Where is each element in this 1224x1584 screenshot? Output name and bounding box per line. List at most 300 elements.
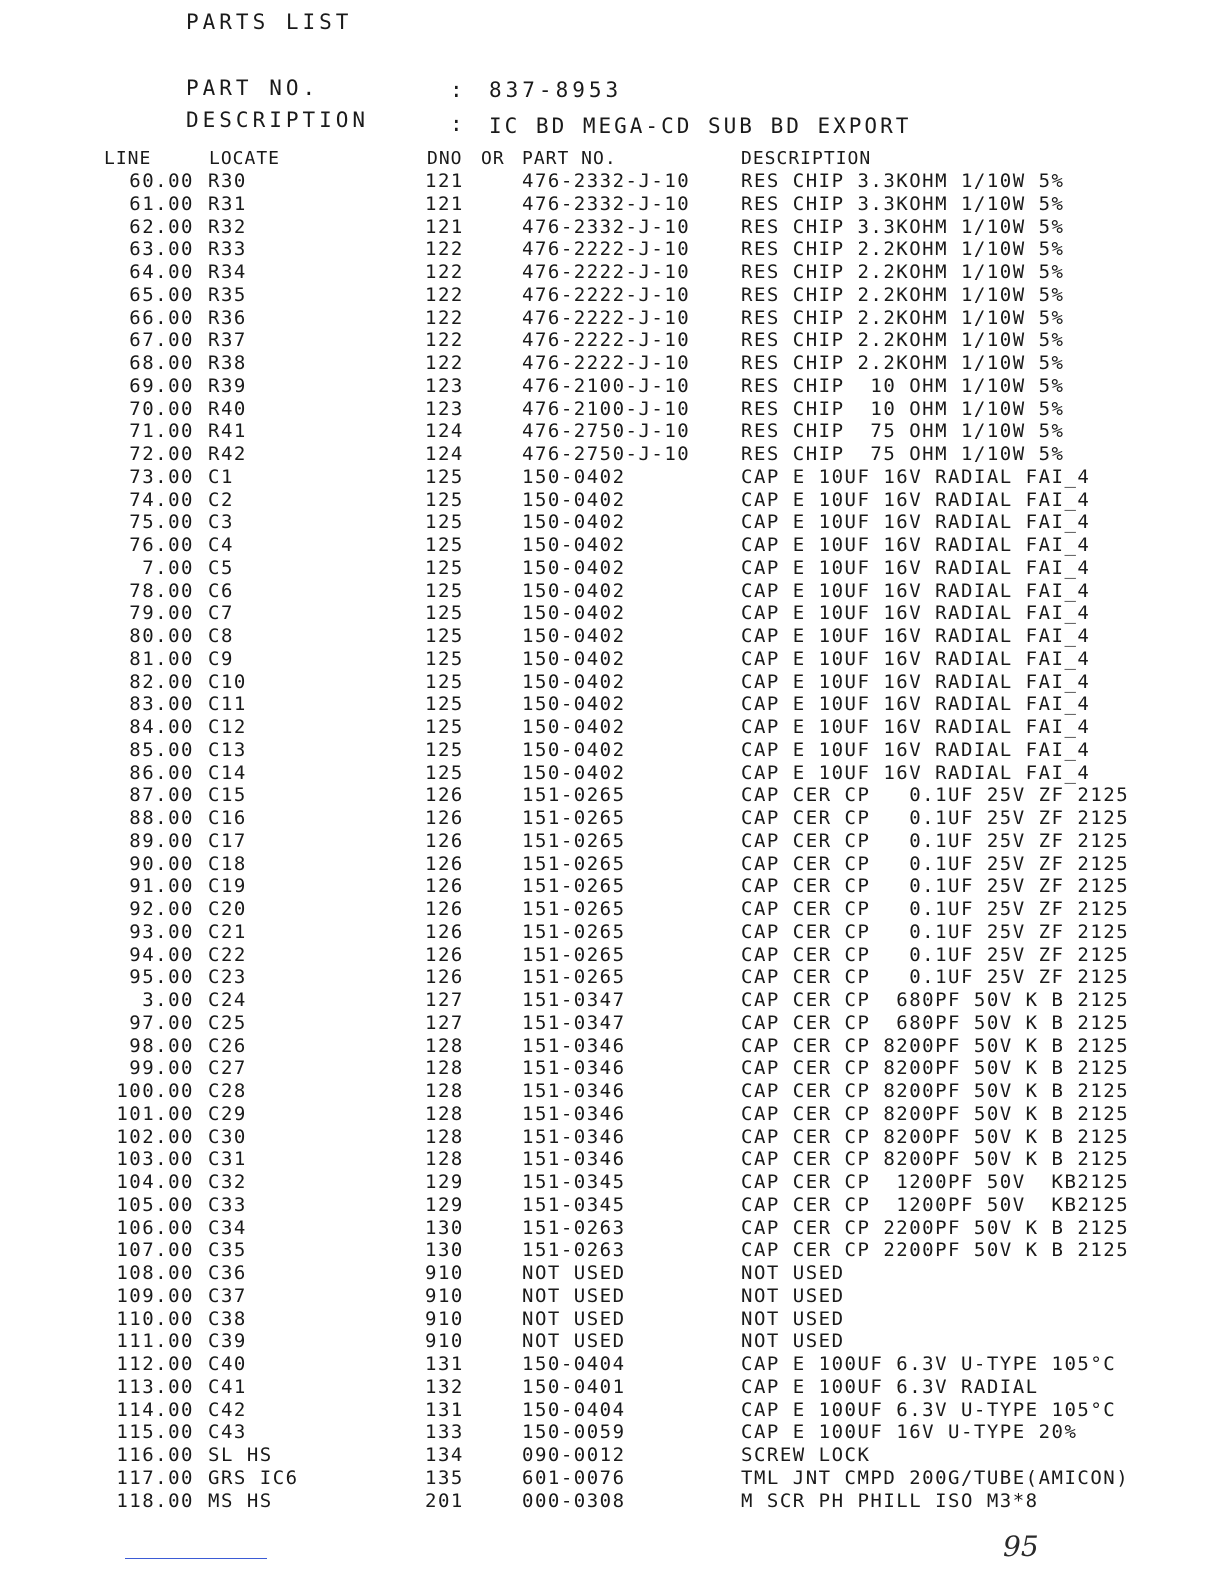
column-header-line: LINE <box>104 148 152 169</box>
table-row <box>0 307 1224 330</box>
cell-line: 70.00 <box>129 397 194 420</box>
cell-line: 7.00 <box>142 556 194 579</box>
cell-loc: C35 <box>208 1239 247 1262</box>
cell-line: 67.00 <box>129 329 194 352</box>
column-header-description: DESCRIPTION <box>741 148 872 169</box>
cell-line: 86.00 <box>129 761 194 784</box>
cell-part: 151-0346 <box>522 1080 626 1102</box>
table-row <box>0 580 1224 603</box>
cell-desc: CAP CER CP 680PF 50V K B 2125 <box>741 989 1130 1011</box>
cell-part: NOT USED <box>522 1307 626 1330</box>
cell-dno: 126 <box>425 807 464 829</box>
cell-loc: R33 <box>208 238 247 261</box>
cell-dno: 125 <box>425 488 464 511</box>
table-row <box>0 375 1224 398</box>
cell-desc: CAP E 100UF 6.3V U-TYPE 105°C <box>741 1353 1117 1375</box>
cell-line: 99.00 <box>129 1057 194 1080</box>
cell-line: 118.00 <box>116 1489 194 1512</box>
cell-line: 109.00 <box>116 1284 194 1307</box>
cell-dno: 128 <box>425 1148 464 1171</box>
cell-part: NOT USED <box>522 1284 626 1307</box>
table-row <box>0 602 1224 625</box>
cell-line: 105.00 <box>116 1193 194 1216</box>
cell-dno: 125 <box>425 625 464 647</box>
cell-dno: 134 <box>425 1444 464 1466</box>
part-no-value: 837-8953 <box>489 78 623 102</box>
table-row <box>0 466 1224 489</box>
table-row <box>0 284 1224 307</box>
cell-loc: C12 <box>208 716 247 738</box>
cell-part: 151-0346 <box>522 1148 626 1171</box>
cell-desc: CAP E 100UF 6.3V U-TYPE 105°C <box>741 1398 1117 1421</box>
cell-line: 68.00 <box>129 352 194 374</box>
cell-dno: 124 <box>425 420 464 443</box>
cell-desc: CAP CER CP 2200PF 50V K B 2125 <box>741 1216 1130 1239</box>
cell-line: 104.00 <box>116 1171 194 1193</box>
table-row <box>0 398 1224 421</box>
cell-dno: 127 <box>425 1011 464 1034</box>
cell-desc: RES CHIP 75 OHM 1/10W 5% <box>741 420 1065 443</box>
cell-dno: 132 <box>425 1375 464 1398</box>
cell-line: 65.00 <box>129 283 194 306</box>
cell-part: 150-0402 <box>522 647 626 670</box>
cell-dno: 121 <box>425 192 464 215</box>
table-row <box>0 716 1224 739</box>
cell-desc: CAP CER CP 0.1UF 25V ZF 2125 <box>741 920 1130 943</box>
cell-part: 150-0402 <box>522 534 626 556</box>
cell-desc: RES CHIP 2.2KOHM 1/10W 5% <box>741 329 1065 352</box>
table-row <box>0 989 1224 1012</box>
cell-loc: SL HS <box>208 1444 273 1466</box>
cell-dno: 126 <box>425 898 464 920</box>
cell-line: 84.00 <box>129 716 194 738</box>
cell-dno: 910 <box>425 1262 464 1284</box>
cell-dno: 122 <box>425 261 464 283</box>
table-row <box>0 1330 1224 1353</box>
cell-line: 88.00 <box>129 807 194 829</box>
cell-dno: 129 <box>425 1171 464 1193</box>
table-row <box>0 1399 1224 1422</box>
table-row <box>0 443 1224 466</box>
table-row <box>0 921 1224 944</box>
table-row <box>0 557 1224 580</box>
cell-line: 106.00 <box>116 1216 194 1239</box>
cell-line: 107.00 <box>116 1239 194 1262</box>
cell-loc: C6 <box>208 579 234 602</box>
cell-line: 85.00 <box>129 738 194 761</box>
cell-desc: RES CHIP 2.2KOHM 1/10W 5% <box>741 261 1065 283</box>
cell-dno: 125 <box>425 465 464 488</box>
cell-loc: C13 <box>208 738 247 761</box>
cell-loc: C40 <box>208 1353 247 1375</box>
cell-part: 151-0265 <box>522 807 626 829</box>
cell-line: 116.00 <box>116 1444 194 1466</box>
cell-loc: C1 <box>208 465 234 488</box>
cell-part: 150-0402 <box>522 716 626 738</box>
cell-desc: RES CHIP 10 OHM 1/10W 5% <box>741 397 1065 420</box>
cell-line: 87.00 <box>129 784 194 807</box>
cell-line: 93.00 <box>129 920 194 943</box>
table-row <box>0 1126 1224 1149</box>
cell-loc: C33 <box>208 1193 247 1216</box>
cell-part: 151-0347 <box>522 1011 626 1034</box>
cell-desc: CAP E 100UF 16V U-TYPE 20% <box>741 1421 1078 1444</box>
cell-line: 69.00 <box>129 374 194 397</box>
cell-part: 476-2222-J-10 <box>522 238 691 261</box>
cell-desc: RES CHIP 3.3KOHM 1/10W 5% <box>741 192 1065 215</box>
cell-loc: C43 <box>208 1421 247 1444</box>
table-row <box>0 534 1224 557</box>
cell-part: 150-0402 <box>522 556 626 579</box>
cell-desc: CAP CER CP 0.1UF 25V ZF 2125 <box>741 943 1130 966</box>
table-row <box>0 420 1224 443</box>
table-row <box>0 1057 1224 1080</box>
cell-desc: CAP E 10UF 16V RADIAL FAI_4 <box>741 534 1091 556</box>
cell-line: 78.00 <box>129 579 194 602</box>
cell-line: 91.00 <box>129 875 194 898</box>
table-row <box>0 1353 1224 1376</box>
table-row <box>0 216 1224 239</box>
cell-line: 101.00 <box>116 1102 194 1125</box>
cell-part: 000-0308 <box>522 1489 626 1512</box>
cell-dno: 122 <box>425 283 464 306</box>
cell-desc: RES CHIP 2.2KOHM 1/10W 5% <box>741 238 1065 261</box>
cell-part: 151-0346 <box>522 1034 626 1057</box>
table-row <box>0 1035 1224 1058</box>
cell-desc: M SCR PH PHILL ISO M3*8 <box>741 1489 1039 1512</box>
column-header-dno: DNO <box>427 148 463 169</box>
cell-part: 150-0402 <box>522 511 626 534</box>
table-row <box>0 170 1224 193</box>
cell-part: 151-0345 <box>522 1193 626 1216</box>
cell-loc: R34 <box>208 261 247 283</box>
cell-loc: R36 <box>208 306 247 329</box>
cell-dno: 135 <box>425 1466 464 1489</box>
table-row <box>0 1308 1224 1331</box>
footer-rule <box>125 1558 267 1559</box>
cell-dno: 125 <box>425 716 464 738</box>
cell-line: 112.00 <box>116 1353 194 1375</box>
cell-desc: CAP CER CP 8200PF 50V K B 2125 <box>741 1148 1130 1171</box>
cell-dno: 126 <box>425 829 464 852</box>
cell-part: 151-0265 <box>522 920 626 943</box>
cell-loc: C16 <box>208 807 247 829</box>
description-separator: : <box>450 112 467 136</box>
cell-dno: 126 <box>425 920 464 943</box>
table-row <box>0 875 1224 898</box>
cell-loc: C14 <box>208 761 247 784</box>
cell-dno: 130 <box>425 1216 464 1239</box>
cell-line: 100.00 <box>116 1080 194 1102</box>
cell-dno: 125 <box>425 693 464 716</box>
cell-part: 150-0402 <box>522 602 626 625</box>
cell-loc: R40 <box>208 397 247 420</box>
cell-dno: 122 <box>425 306 464 329</box>
cell-desc: CAP E 10UF 16V RADIAL FAI_4 <box>741 693 1091 716</box>
cell-desc: CAP E 10UF 16V RADIAL FAI_4 <box>741 579 1091 602</box>
table-row <box>0 966 1224 989</box>
cell-desc: RES CHIP 2.2KOHM 1/10W 5% <box>741 352 1065 374</box>
cell-loc: MS HS <box>208 1489 273 1512</box>
cell-desc: CAP CER CP 1200PF 50V KB2125 <box>741 1171 1130 1193</box>
cell-desc: CAP CER CP 8200PF 50V K B 2125 <box>741 1125 1130 1148</box>
cell-part: 150-0059 <box>522 1421 626 1444</box>
cell-dno: 121 <box>425 170 464 192</box>
table-row <box>0 853 1224 876</box>
table-row <box>0 898 1224 921</box>
cell-line: 94.00 <box>129 943 194 966</box>
cell-desc: CAP CER CP 0.1UF 25V ZF 2125 <box>741 966 1130 989</box>
cell-line: 3.00 <box>142 989 194 1011</box>
cell-line: 83.00 <box>129 693 194 716</box>
cell-line: 66.00 <box>129 306 194 329</box>
cell-desc: SCREW LOCK <box>741 1444 871 1466</box>
cell-loc: C41 <box>208 1375 247 1398</box>
cell-desc: NOT USED <box>741 1330 845 1353</box>
table-row <box>0 944 1224 967</box>
cell-line: 71.00 <box>129 420 194 443</box>
cell-desc: CAP E 10UF 16V RADIAL FAI_4 <box>741 761 1091 784</box>
cell-loc: C22 <box>208 943 247 966</box>
cell-part: 476-2222-J-10 <box>522 283 691 306</box>
cell-loc: C32 <box>208 1171 247 1193</box>
cell-line: 89.00 <box>129 829 194 852</box>
cell-dno: 910 <box>425 1307 464 1330</box>
cell-loc: C36 <box>208 1262 247 1284</box>
table-row <box>0 329 1224 352</box>
cell-loc: C7 <box>208 602 234 625</box>
cell-part: 150-0402 <box>522 465 626 488</box>
cell-line: 103.00 <box>116 1148 194 1171</box>
cell-line: 76.00 <box>129 534 194 556</box>
cell-part: 150-0402 <box>522 625 626 647</box>
cell-loc: C15 <box>208 784 247 807</box>
table-row <box>0 1376 1224 1399</box>
cell-line: 60.00 <box>129 170 194 192</box>
cell-loc: C30 <box>208 1125 247 1148</box>
cell-loc: C24 <box>208 989 247 1011</box>
table-row <box>0 1217 1224 1240</box>
cell-part: 476-2750-J-10 <box>522 443 691 465</box>
table-row <box>0 830 1224 853</box>
cell-loc: C21 <box>208 920 247 943</box>
cell-loc: C4 <box>208 534 234 556</box>
cell-desc: CAP CER CP 0.1UF 25V ZF 2125 <box>741 807 1130 829</box>
cell-desc: CAP E 10UF 16V RADIAL FAI_4 <box>741 670 1091 693</box>
cell-dno: 133 <box>425 1421 464 1444</box>
cell-dno: 124 <box>425 443 464 465</box>
table-row <box>0 739 1224 762</box>
cell-dno: 125 <box>425 556 464 579</box>
cell-loc: R41 <box>208 420 247 443</box>
cell-part: 476-2100-J-10 <box>522 374 691 397</box>
cell-desc: CAP E 100UF 6.3V RADIAL <box>741 1375 1039 1398</box>
table-row <box>0 1239 1224 1262</box>
cell-line: 113.00 <box>116 1375 194 1398</box>
cell-desc: CAP CER CP 8200PF 50V K B 2125 <box>741 1034 1130 1057</box>
cell-part: 476-2100-J-10 <box>522 397 691 420</box>
cell-line: 75.00 <box>129 511 194 534</box>
cell-loc: C29 <box>208 1102 247 1125</box>
cell-dno: 123 <box>425 374 464 397</box>
cell-dno: 126 <box>425 784 464 807</box>
cell-dno: 125 <box>425 761 464 784</box>
cell-dno: 128 <box>425 1034 464 1057</box>
cell-desc: CAP CER CP 0.1UF 25V ZF 2125 <box>741 829 1130 852</box>
cell-dno: 125 <box>425 602 464 625</box>
cell-part: 151-0265 <box>522 898 626 920</box>
cell-desc: RES CHIP 10 OHM 1/10W 5% <box>741 374 1065 397</box>
table-row <box>0 1421 1224 1444</box>
cell-desc: CAP CER CP 2200PF 50V K B 2125 <box>741 1239 1130 1262</box>
cell-dno: 131 <box>425 1353 464 1375</box>
cell-line: 92.00 <box>129 898 194 920</box>
cell-part: 150-0401 <box>522 1375 626 1398</box>
cell-desc: CAP CER CP 0.1UF 25V ZF 2125 <box>741 875 1130 898</box>
table-row <box>0 193 1224 216</box>
cell-loc: C31 <box>208 1148 247 1171</box>
cell-desc: RES CHIP 2.2KOHM 1/10W 5% <box>741 283 1065 306</box>
cell-part: 150-0404 <box>522 1353 626 1375</box>
cell-desc: RES CHIP 3.3KOHM 1/10W 5% <box>741 215 1065 238</box>
cell-desc: CAP E 10UF 16V RADIAL FAI_4 <box>741 625 1091 647</box>
column-header-locate: LOCATE <box>209 148 281 169</box>
cell-line: 63.00 <box>129 238 194 261</box>
cell-desc: CAP CER CP 8200PF 50V K B 2125 <box>741 1080 1130 1102</box>
cell-desc: CAP CER CP 680PF 50V K B 2125 <box>741 1011 1130 1034</box>
cell-dno: 130 <box>425 1239 464 1262</box>
cell-part: 151-0265 <box>522 943 626 966</box>
cell-loc: C19 <box>208 875 247 898</box>
table-row <box>0 762 1224 785</box>
cell-line: 81.00 <box>129 647 194 670</box>
cell-line: 102.00 <box>116 1125 194 1148</box>
cell-line: 90.00 <box>129 852 194 875</box>
cell-dno: 125 <box>425 511 464 534</box>
description-label: DESCRIPTION <box>186 108 370 132</box>
cell-loc: C5 <box>208 556 234 579</box>
cell-part: 151-0265 <box>522 784 626 807</box>
cell-desc: CAP E 10UF 16V RADIAL FAI_4 <box>741 556 1091 579</box>
cell-loc: C28 <box>208 1080 247 1102</box>
cell-part: 476-2750-J-10 <box>522 420 691 443</box>
cell-dno: 126 <box>425 852 464 875</box>
cell-desc: CAP E 10UF 16V RADIAL FAI_4 <box>741 716 1091 738</box>
cell-desc: CAP E 10UF 16V RADIAL FAI_4 <box>741 738 1091 761</box>
cell-dno: 128 <box>425 1080 464 1102</box>
cell-part: 151-0346 <box>522 1057 626 1080</box>
table-row <box>0 1490 1224 1513</box>
cell-part: 150-0402 <box>522 579 626 602</box>
cell-part: 476-2332-J-10 <box>522 215 691 238</box>
table-row <box>0 261 1224 284</box>
cell-line: 62.00 <box>129 215 194 238</box>
cell-loc: C20 <box>208 898 247 920</box>
cell-line: 117.00 <box>116 1466 194 1489</box>
cell-loc: C3 <box>208 511 234 534</box>
cell-part: NOT USED <box>522 1262 626 1284</box>
cell-loc: C10 <box>208 670 247 693</box>
cell-part: 151-0265 <box>522 829 626 852</box>
cell-part: 090-0012 <box>522 1444 626 1466</box>
cell-dno: 126 <box>425 875 464 898</box>
table-row <box>0 1012 1224 1035</box>
cell-line: 72.00 <box>129 443 194 465</box>
cell-loc: C37 <box>208 1284 247 1307</box>
cell-desc: CAP E 10UF 16V RADIAL FAI_4 <box>741 511 1091 534</box>
cell-desc: RES CHIP 3.3KOHM 1/10W 5% <box>741 170 1065 192</box>
cell-loc: C2 <box>208 488 234 511</box>
cell-dno: 126 <box>425 966 464 989</box>
cell-line: 111.00 <box>116 1330 194 1353</box>
cell-loc: C27 <box>208 1057 247 1080</box>
cell-loc: C26 <box>208 1034 247 1057</box>
table-row <box>0 784 1224 807</box>
cell-part: 151-0265 <box>522 966 626 989</box>
cell-part: 150-0402 <box>522 693 626 716</box>
cell-desc: NOT USED <box>741 1262 845 1284</box>
cell-dno: 125 <box>425 670 464 693</box>
table-row <box>0 238 1224 261</box>
table-row <box>0 1194 1224 1217</box>
cell-dno: 129 <box>425 1193 464 1216</box>
table-row <box>0 693 1224 716</box>
cell-dno: 125 <box>425 534 464 556</box>
cell-loc: C42 <box>208 1398 247 1421</box>
cell-dno: 127 <box>425 989 464 1011</box>
column-header-or: OR <box>481 148 505 169</box>
cell-dno: 125 <box>425 738 464 761</box>
table-row <box>0 1285 1224 1308</box>
cell-line: 97.00 <box>129 1011 194 1034</box>
cell-part: 476-2332-J-10 <box>522 192 691 215</box>
cell-part: 150-0402 <box>522 488 626 511</box>
cell-desc: RES CHIP 2.2KOHM 1/10W 5% <box>741 306 1065 329</box>
cell-line: 74.00 <box>129 488 194 511</box>
cell-dno: 910 <box>425 1284 464 1307</box>
cell-part: 151-0265 <box>522 875 626 898</box>
cell-line: 73.00 <box>129 465 194 488</box>
cell-desc: NOT USED <box>741 1307 845 1330</box>
cell-loc: R38 <box>208 352 247 374</box>
cell-loc: C17 <box>208 829 247 852</box>
cell-loc: C34 <box>208 1216 247 1239</box>
cell-part: 601-0076 <box>522 1466 626 1489</box>
cell-line: 98.00 <box>129 1034 194 1057</box>
cell-desc: RES CHIP 75 OHM 1/10W 5% <box>741 443 1065 465</box>
part-no-label: PART NO. <box>186 76 320 100</box>
cell-part: 150-0402 <box>522 761 626 784</box>
cell-desc: NOT USED <box>741 1284 845 1307</box>
table-row <box>0 511 1224 534</box>
table-row <box>0 489 1224 512</box>
cell-desc: CAP CER CP 8200PF 50V K B 2125 <box>741 1102 1130 1125</box>
cell-line: 79.00 <box>129 602 194 625</box>
cell-part: 476-2222-J-10 <box>522 329 691 352</box>
cell-desc: CAP E 10UF 16V RADIAL FAI_4 <box>741 602 1091 625</box>
cell-part: 151-0263 <box>522 1216 626 1239</box>
cell-part: 151-0265 <box>522 852 626 875</box>
cell-part: 151-0345 <box>522 1171 626 1193</box>
cell-dno: 123 <box>425 397 464 420</box>
cell-desc: CAP E 10UF 16V RADIAL FAI_4 <box>741 488 1091 511</box>
cell-dno: 201 <box>425 1489 464 1512</box>
cell-line: 61.00 <box>129 192 194 215</box>
cell-dno: 122 <box>425 329 464 352</box>
page-number: 95 <box>1003 1530 1039 1563</box>
cell-part: 476-2222-J-10 <box>522 261 691 283</box>
cell-line: 108.00 <box>116 1262 194 1284</box>
